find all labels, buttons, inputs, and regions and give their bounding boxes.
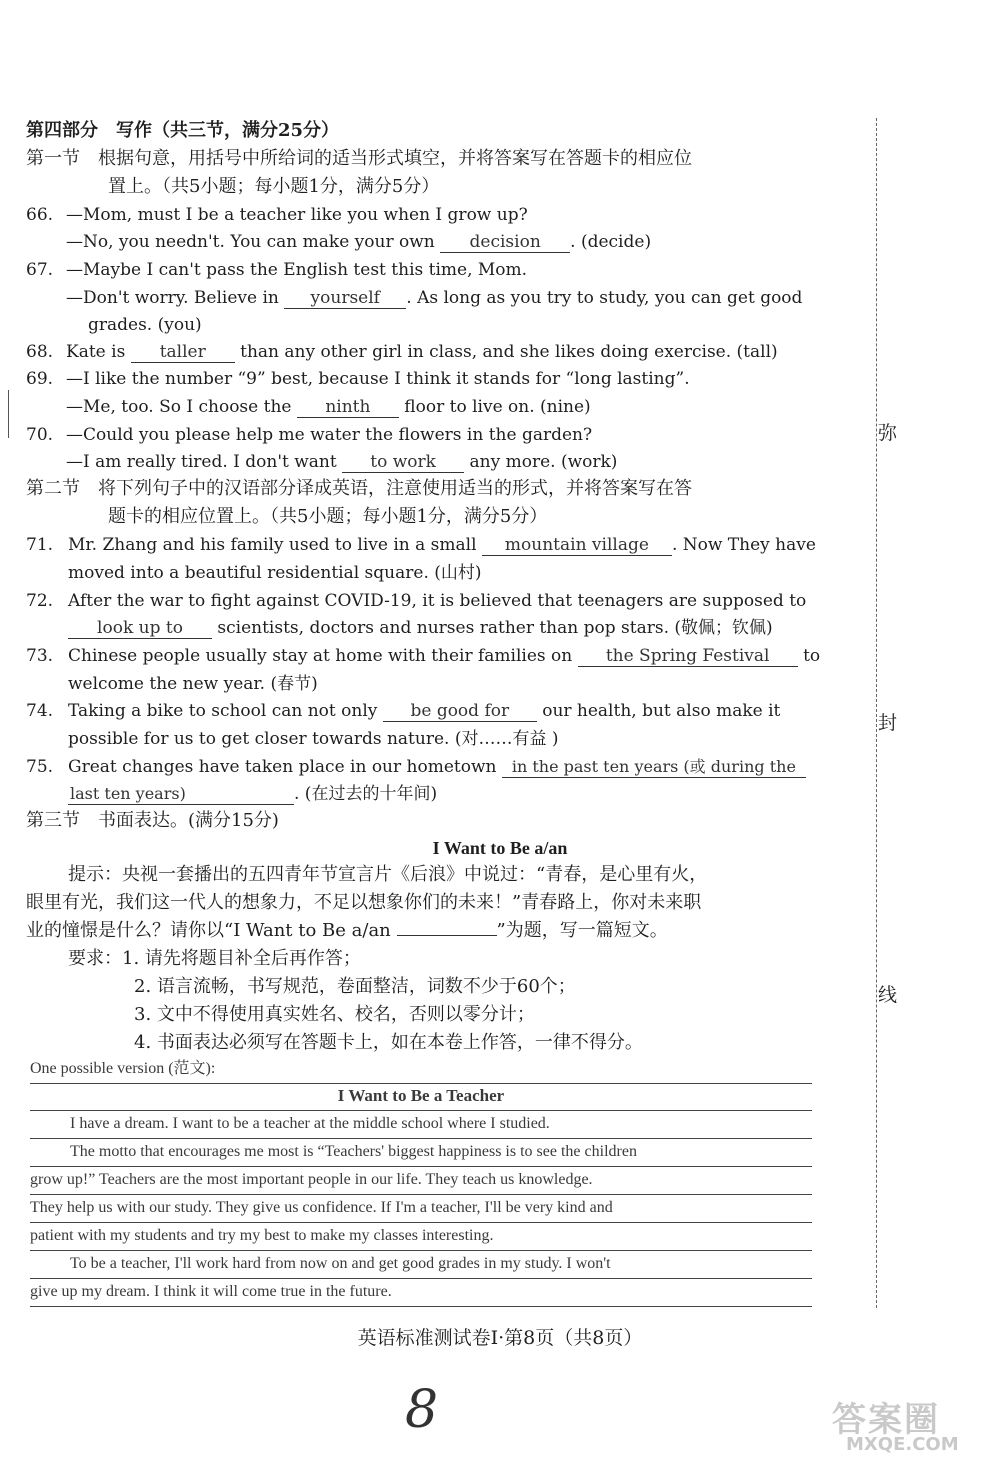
q70-line1: —Could you please help me water the flowers in the garden? bbox=[66, 425, 593, 445]
q69-number: 69. bbox=[26, 369, 54, 389]
part-header: 第四部分 写作（共三节，满分25分） bbox=[26, 120, 340, 141]
q67-answer: yourself bbox=[284, 288, 406, 309]
sample-title-text: I Want to Be a Teacher bbox=[337, 1086, 505, 1105]
q71-number: 71. bbox=[26, 535, 54, 555]
q75-line2 bbox=[68, 783, 437, 805]
q74-answer: be good for bbox=[383, 701, 537, 722]
sample-line: grow up!” Teachers are the most important people in our life. They teach us knowledge. bbox=[30, 1167, 812, 1195]
q72-answer: look up to bbox=[68, 618, 212, 639]
q71-answer: mountain village bbox=[482, 535, 672, 556]
q68-text-a: Kate is bbox=[66, 342, 126, 362]
q74-number: 74. bbox=[26, 701, 54, 721]
handwritten-page-number: 8 bbox=[405, 1380, 439, 1440]
q69-text-a: —Me, too. So I choose the bbox=[66, 397, 292, 417]
q74-text-b: our health, but also make it bbox=[542, 701, 781, 721]
sample-line: I have a dream. I want to be a teacher at the middle school where I studied. bbox=[30, 1111, 812, 1139]
q70-text-b: any more. (work) bbox=[469, 452, 618, 472]
margin-char-mi: 弥 bbox=[878, 422, 898, 444]
q75-text-b: . (在过去的十年间) bbox=[294, 784, 438, 804]
q68-answer: taller bbox=[131, 342, 235, 363]
requirement-1: 要求：1. 请先将题目补全后再作答； bbox=[68, 948, 361, 969]
prompt-line3 bbox=[26, 920, 668, 942]
q71-line1 bbox=[68, 534, 816, 556]
q72-number: 72. bbox=[26, 591, 54, 611]
sample-line: give up my dream. I think it will come true in the future. bbox=[30, 1279, 812, 1307]
watermark-url: MXQE.COM bbox=[846, 1434, 959, 1455]
q66-text-b: . (decide) bbox=[570, 232, 652, 252]
requirement-3: 3. 文中不得使用真实姓名、校名，否则以零分计； bbox=[134, 1004, 535, 1025]
margin-char-xian: 线 bbox=[878, 984, 898, 1006]
q74-line2: possible for us to get closer towards nature. (对……有益 ) bbox=[68, 729, 559, 749]
q69-answer: ninth bbox=[297, 397, 399, 418]
q75-text-a: Great changes have taken place in our hometown bbox=[68, 757, 497, 777]
section1-header-line1: 第一节 根据句意，用括号中所给词的适当形式填空，并将答案写在答题卡的相应位 bbox=[26, 148, 692, 169]
prompt-text-a: 业的憧憬是什么？请你以“I Want to Be a/an bbox=[26, 920, 391, 941]
q70-answer: to work bbox=[342, 452, 464, 473]
q75-answer-part1: in the past ten years (或 during the bbox=[502, 757, 806, 778]
requirement-4: 4. 书面表达必须写在答题卡上，如在本卷上作答，一律不得分。 bbox=[134, 1032, 643, 1053]
prompt-line2: 眼里有光，我们这一代人的想象力，不足以想象你们的未来！”青春路上，你对未来职 bbox=[26, 892, 702, 913]
q72-line1: After the war to fight against COVID-19, it is believed that teenagers are supposed to bbox=[68, 591, 807, 611]
margin-char-feng: 封 bbox=[878, 712, 898, 734]
prompt-text-b: ”为题，写一篇短文。 bbox=[496, 920, 668, 941]
watermark bbox=[820, 1392, 990, 1456]
q75-line1 bbox=[68, 756, 806, 778]
q73-line2: welcome the new year. (春节) bbox=[68, 674, 318, 694]
q75-answer-part2: last ten years) bbox=[68, 784, 294, 805]
q66-answer: decision bbox=[440, 232, 570, 253]
q69-line1: —I like the number “9” best, because I think it stands for “long lasting”. bbox=[66, 369, 690, 389]
q68-number: 68. bbox=[26, 342, 54, 362]
q69-line2 bbox=[66, 396, 591, 418]
q73-text-a: Chinese people usually stay at home with their families on bbox=[68, 646, 573, 666]
sample-title bbox=[30, 1083, 812, 1111]
q71-text-a: Mr. Zhang and his family used to live in a small bbox=[68, 535, 477, 555]
q69-text-b: floor to live on. (nine) bbox=[404, 397, 591, 417]
q70-text-a: —I am really tired. I don't want bbox=[66, 452, 337, 472]
q73-text-b: to bbox=[803, 646, 821, 666]
page-footer bbox=[0, 1323, 1000, 1350]
q74-line1 bbox=[68, 700, 780, 722]
q73-number: 73. bbox=[26, 646, 54, 666]
q71-text-b: . Now They have bbox=[671, 535, 816, 555]
sample-line: The motto that encourages me most is “Teachers' biggest happiness is to see the children bbox=[30, 1139, 812, 1167]
prompt-blank bbox=[397, 935, 497, 936]
section2-header-line2: 题卡的相应位置上。（共5小题；每小题1分，满分5分） bbox=[108, 506, 548, 527]
q70-line2 bbox=[66, 451, 617, 473]
q74-text-a: Taking a bike to school can not only bbox=[68, 701, 378, 721]
q71-line2: moved into a beautiful residential square. (山村) bbox=[68, 563, 482, 583]
q67-number: 67. bbox=[26, 260, 54, 280]
binding-line bbox=[876, 118, 877, 1308]
scan-mark bbox=[8, 390, 9, 438]
prompt-line1: 提示：央视一套播出的五四青年节宣言片《后浪》中说过：“青春，是心里有火， bbox=[68, 864, 708, 885]
section2-header-line1: 第二节 将下列句子中的汉语部分译成英语，注意使用适当的形式，并将答案写在答 bbox=[26, 478, 692, 499]
q66-line1: —Mom, must I be a teacher like you when I grow up? bbox=[66, 205, 528, 225]
requirement-2: 2. 语言流畅，书写规范，卷面整洁，词数不少于60个； bbox=[134, 976, 576, 997]
q72-line2 bbox=[68, 617, 773, 639]
q75-number: 75. bbox=[26, 757, 54, 777]
sample-line: patient with my students and try my best to make my classes interesting. bbox=[30, 1223, 812, 1251]
q68-text-b: than any other girl in class, and she likes doing exercise. (tall) bbox=[240, 342, 778, 362]
q67-text-b: . As long as you try to study, you can get good bbox=[406, 288, 803, 308]
q72-text-b: scientists, doctors and nurses rather than pop stars. (敬佩；钦佩) bbox=[217, 618, 773, 638]
q73-line1 bbox=[68, 645, 820, 667]
sample-label-text: One possible version (范文): bbox=[30, 1060, 216, 1077]
q66-number: 66. bbox=[26, 205, 54, 225]
sample-label bbox=[30, 1056, 812, 1084]
sample-line: To be a teacher, I'll work hard from now on and get good grades in my study. I won't bbox=[30, 1251, 812, 1279]
q73-answer: the Spring Festival bbox=[578, 646, 798, 667]
q67-line1: —Maybe I can't pass the English test this time, Mom. bbox=[66, 260, 528, 280]
q66-text-a: —No, you needn't. You can make your own bbox=[66, 232, 435, 252]
section1-header-line2: 置上。（共5小题；每小题1分，满分5分） bbox=[108, 176, 440, 197]
q67-text-a: —Don't worry. Believe in bbox=[66, 288, 279, 308]
q70-number: 70. bbox=[26, 425, 54, 445]
q66-line2 bbox=[66, 231, 651, 253]
footer-text: 英语标准测试卷Ⅰ·第8页（共8页） bbox=[357, 1327, 643, 1349]
section3-header: 第三节 书面表达。(满分15分) bbox=[26, 810, 279, 831]
q67-line2 bbox=[66, 287, 802, 309]
q67-line3: grades. (you) bbox=[88, 315, 202, 335]
watermark-logo: 答案圈 bbox=[832, 1400, 940, 1440]
essay-title: I Want to Be a/an bbox=[432, 838, 568, 858]
sample-line: They help us with our study. They give us confidence. If I'm a teacher, I'll be very kind and bbox=[30, 1195, 812, 1223]
q68-line bbox=[66, 341, 778, 363]
